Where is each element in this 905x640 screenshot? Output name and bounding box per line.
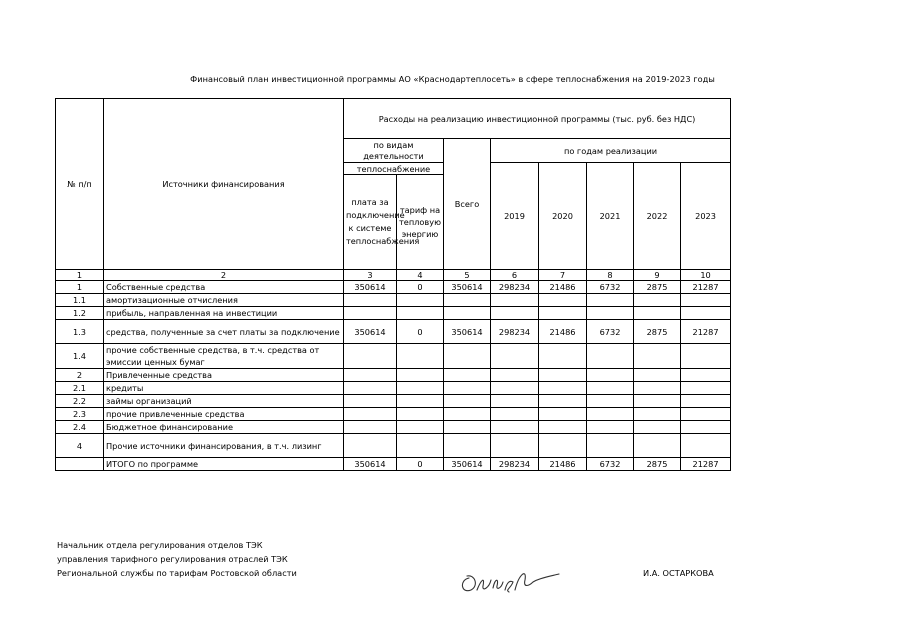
- row-value: [587, 421, 634, 434]
- row-number: 1.4: [56, 344, 104, 369]
- row-value: [587, 307, 634, 320]
- row-value: [539, 294, 587, 307]
- row-value: 350614: [344, 458, 397, 471]
- row-value: [344, 434, 397, 458]
- column-number-cell: 4: [397, 270, 444, 281]
- document-title: Финансовый план инвестиционной программы АО «Краснодартеплосеть» в сфере теплоснабжения на 2019-2023 годы: [190, 74, 715, 84]
- row-source-name: кредиты: [104, 382, 344, 395]
- row-value: 21486: [539, 281, 587, 294]
- row-value: [587, 369, 634, 382]
- row-value: [587, 382, 634, 395]
- financial-plan-table: [55, 98, 731, 471]
- header-year: 2019: [491, 163, 539, 270]
- row-value: [397, 307, 444, 320]
- row-value: [634, 344, 681, 369]
- row-value: [344, 382, 397, 395]
- row-value: [491, 434, 539, 458]
- row-value: 298234: [491, 320, 539, 344]
- row-number: 2: [56, 369, 104, 382]
- row-value: [344, 294, 397, 307]
- row-value: [681, 369, 731, 382]
- row-value: [344, 369, 397, 382]
- row-value: [681, 434, 731, 458]
- row-value: [344, 408, 397, 421]
- table-row: [56, 408, 731, 421]
- row-value: [344, 395, 397, 408]
- row-value: [634, 307, 681, 320]
- header-year: 2022: [634, 163, 681, 270]
- row-value: [634, 294, 681, 307]
- row-value: [539, 344, 587, 369]
- row-value: 2875: [634, 281, 681, 294]
- row-value: 6732: [587, 281, 634, 294]
- header-by-years: по годам реализации: [491, 139, 731, 163]
- row-value: [397, 294, 444, 307]
- table-row: [56, 281, 731, 294]
- signer-position-line2: управления тарифного регулирования отраслей ТЭК: [57, 554, 288, 564]
- column-number-cell: 2: [104, 270, 344, 281]
- row-value: 6732: [587, 458, 634, 471]
- table-row: [56, 395, 731, 408]
- row-value: [587, 434, 634, 458]
- row-value: [444, 395, 491, 408]
- signer-position-line1: Начальник отдела регулирования отделов ТЭК: [57, 540, 263, 550]
- row-value: [444, 369, 491, 382]
- row-number: 4: [56, 434, 104, 458]
- row-value: 350614: [344, 281, 397, 294]
- row-value: [444, 307, 491, 320]
- signer-name: И.А. ОСТАРКОВА: [643, 568, 714, 578]
- table-row: [56, 434, 731, 458]
- row-value: [444, 294, 491, 307]
- row-value: [634, 382, 681, 395]
- row-value: [491, 344, 539, 369]
- column-number-cell: 6: [491, 270, 539, 281]
- row-source-name: займы организаций: [104, 395, 344, 408]
- row-source-name: ИТОГО по программе: [104, 458, 344, 471]
- row-number: 2.3: [56, 408, 104, 421]
- row-value: [634, 395, 681, 408]
- row-source-name: прибыль, направленная на инвестиции: [104, 307, 344, 320]
- row-value: [397, 344, 444, 369]
- row-number: 2.2: [56, 395, 104, 408]
- row-value: [444, 344, 491, 369]
- row-value: 0: [397, 458, 444, 471]
- row-value: [539, 421, 587, 434]
- row-value: [444, 421, 491, 434]
- row-value: [344, 344, 397, 369]
- row-value: [397, 434, 444, 458]
- row-source-name: Собственные средства: [104, 281, 344, 294]
- column-number-cell: 9: [634, 270, 681, 281]
- row-value: [539, 382, 587, 395]
- row-value: 0: [397, 281, 444, 294]
- row-value: [491, 408, 539, 421]
- row-value: [681, 344, 731, 369]
- row-value: [491, 307, 539, 320]
- row-value: [539, 408, 587, 421]
- row-value: [444, 382, 491, 395]
- header-connection-fee: плата за подключение к системе теплоснабжения: [344, 175, 397, 270]
- row-value: 2875: [634, 458, 681, 471]
- row-number: 1.1: [56, 294, 104, 307]
- row-value: [634, 434, 681, 458]
- row-source-name: Бюджетное финансирование: [104, 421, 344, 434]
- row-value: 350614: [444, 458, 491, 471]
- row-value: [681, 408, 731, 421]
- header-heat-supply: теплоснабжение: [344, 163, 444, 175]
- table-row: [56, 294, 731, 307]
- signer-position-line3: Региональной службы по тарифам Ростовской области: [57, 568, 297, 578]
- row-value: 21287: [681, 281, 731, 294]
- row-number: [56, 458, 104, 471]
- row-value: [491, 369, 539, 382]
- handwritten-signature: [455, 560, 565, 600]
- row-value: [444, 408, 491, 421]
- row-value: 21486: [539, 320, 587, 344]
- column-number-cell: 3: [344, 270, 397, 281]
- row-value: [681, 421, 731, 434]
- row-number: 2.4: [56, 421, 104, 434]
- row-value: [397, 369, 444, 382]
- row-number: 1: [56, 281, 104, 294]
- row-source-name: амортизационные отчисления: [104, 294, 344, 307]
- header-year: 2021: [587, 163, 634, 270]
- row-value: [634, 369, 681, 382]
- row-value: [681, 382, 731, 395]
- table-row: [56, 307, 731, 320]
- header-source: Источники финансирования: [104, 99, 344, 270]
- row-value: 21287: [681, 458, 731, 471]
- row-number: 1.2: [56, 307, 104, 320]
- table-row: [56, 320, 731, 344]
- row-value: [397, 382, 444, 395]
- row-value: [587, 408, 634, 421]
- column-number-cell: 7: [539, 270, 587, 281]
- row-value: [491, 294, 539, 307]
- row-value: [587, 344, 634, 369]
- row-source-name: прочие привлеченные средства: [104, 408, 344, 421]
- row-value: [491, 421, 539, 434]
- header-year: 2020: [539, 163, 587, 270]
- column-numbers-row: [56, 270, 731, 281]
- row-value: [491, 382, 539, 395]
- table-row: [56, 344, 731, 369]
- column-number-cell: 8: [587, 270, 634, 281]
- row-value: [539, 307, 587, 320]
- column-number-cell: 1: [56, 270, 104, 281]
- row-value: 298234: [491, 458, 539, 471]
- row-value: [539, 369, 587, 382]
- row-value: 350614: [344, 320, 397, 344]
- row-value: [634, 408, 681, 421]
- row-value: [681, 395, 731, 408]
- row-source-name: средства, полученные за счет платы за подключение: [104, 320, 344, 344]
- header-num: № п/п: [56, 99, 104, 270]
- row-value: [681, 307, 731, 320]
- row-value: [397, 408, 444, 421]
- table-row: [56, 458, 731, 471]
- row-value: [539, 434, 587, 458]
- row-value: [634, 421, 681, 434]
- row-value: 6732: [587, 320, 634, 344]
- row-value: [444, 434, 491, 458]
- table-row: [56, 421, 731, 434]
- row-value: 0: [397, 320, 444, 344]
- header-total: Всего: [444, 139, 491, 270]
- row-value: 350614: [444, 281, 491, 294]
- column-number-cell: 5: [444, 270, 491, 281]
- row-value: [539, 395, 587, 408]
- row-number: 1.3: [56, 320, 104, 344]
- row-value: [587, 395, 634, 408]
- row-value: 21486: [539, 458, 587, 471]
- row-value: 2875: [634, 320, 681, 344]
- column-number-cell: 10: [681, 270, 731, 281]
- row-value: 350614: [444, 320, 491, 344]
- header-tariff: тариф на тепловую энергию: [397, 175, 444, 270]
- row-value: [397, 395, 444, 408]
- row-source-name: Прочие источники финансирования, в т.ч. лизинг: [104, 434, 344, 458]
- row-value: [344, 307, 397, 320]
- table-row: [56, 369, 731, 382]
- row-value: 298234: [491, 281, 539, 294]
- table-body: [56, 281, 731, 471]
- table-row: [56, 382, 731, 395]
- header-year: 2023: [681, 163, 731, 270]
- row-number: 2.1: [56, 382, 104, 395]
- header-expenses: Расходы на реализацию инвестиционной программы (тыс. руб. без НДС): [344, 99, 731, 139]
- row-value: 21287: [681, 320, 731, 344]
- header-by-activity: по видам деятельности: [344, 139, 444, 163]
- row-source-name: Привлеченные средства: [104, 369, 344, 382]
- row-source-name: прочие собственные средства, в т.ч. средства от эмиссии ценных бумаг: [104, 344, 344, 369]
- row-value: [681, 294, 731, 307]
- row-value: [587, 294, 634, 307]
- row-value: [344, 421, 397, 434]
- row-value: [397, 421, 444, 434]
- row-value: [491, 395, 539, 408]
